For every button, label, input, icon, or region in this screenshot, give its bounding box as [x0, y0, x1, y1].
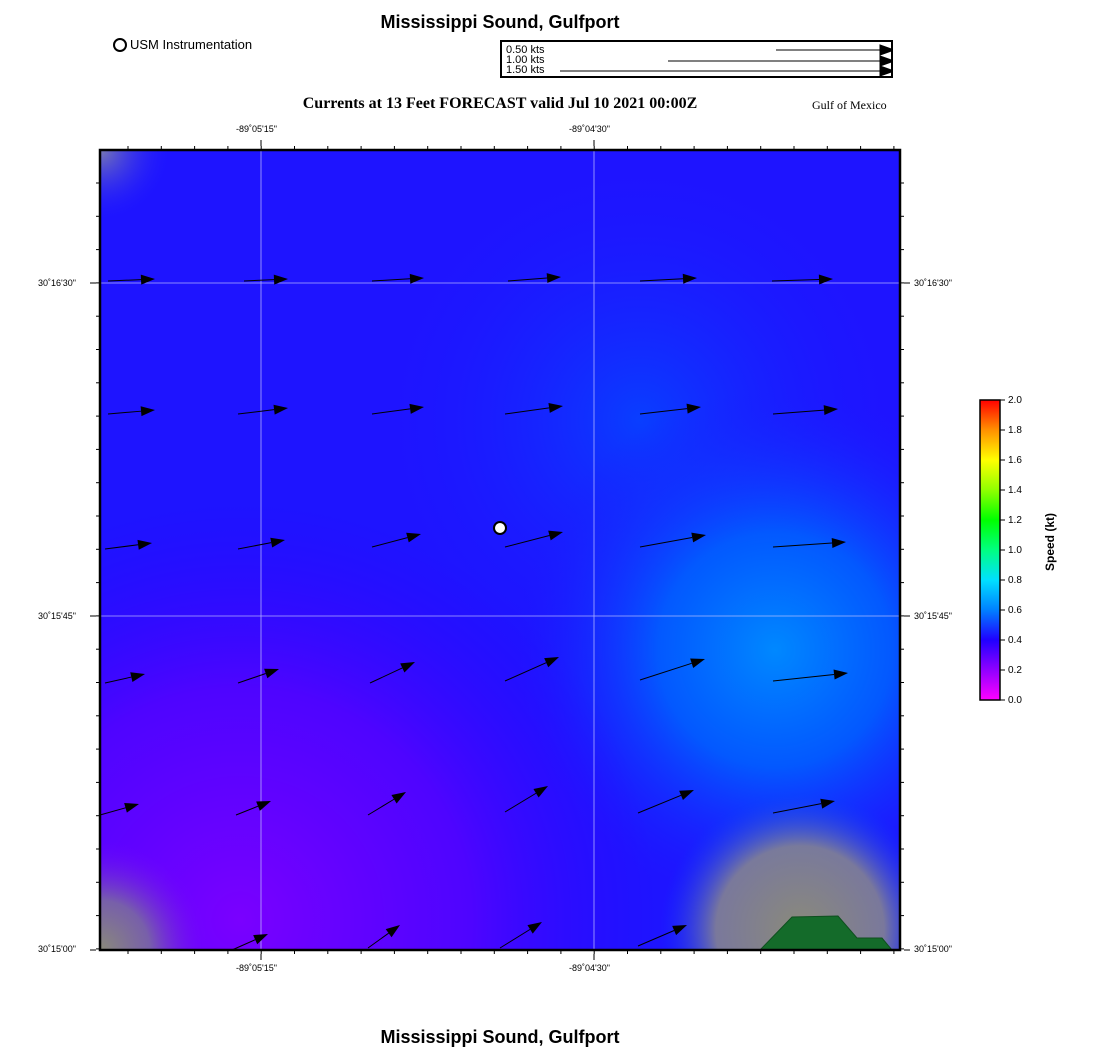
lat-tick-label: 30˚15'00" — [914, 944, 952, 954]
scale-label: 1.00 kts — [506, 54, 545, 66]
colorbar-tick-label: 0.8 — [1008, 575, 1022, 586]
speed-colorbar — [970, 392, 1080, 712]
colorbar-tick-label: 1.8 — [1008, 425, 1022, 436]
usm-station-marker[interactable] — [494, 522, 506, 534]
usm-legend-label: USM Instrumentation — [130, 37, 253, 52]
colorbar-tick-label: 2.0 — [1008, 395, 1022, 406]
shoal-area — [100, 150, 900, 950]
scale-label: 1.50 kts — [506, 64, 545, 76]
colorbar-tick-label: 1.6 — [1008, 455, 1022, 466]
map-title: Mississippi Sound, Gulfport — [380, 12, 620, 32]
colorbar-scale — [980, 400, 1000, 700]
colorbar-tick-label: 0.2 — [1008, 665, 1022, 676]
colorbar-tick-label: 0.6 — [1008, 605, 1022, 616]
lat-tick-label: 30˚15'45" — [38, 611, 76, 621]
lon-tick-label: -89˚05'15" — [236, 124, 277, 134]
colorbar-tick-label: 1.0 — [1008, 545, 1022, 556]
region-label: Gulf of Mexico — [812, 98, 887, 112]
lon-tick-label: -89˚05'15" — [236, 963, 277, 973]
colorbar-tick-label: 1.4 — [1008, 485, 1022, 496]
colorbar-title: Speed (kt) — [1043, 512, 1057, 572]
colorbar-tick-label: 0.0 — [1008, 695, 1022, 706]
scale-label: 0.50 kts — [506, 44, 545, 56]
lat-tick-label: 30˚16'30" — [38, 278, 76, 288]
forecast-subtitle: Currents at 13 Feet FORECAST valid Jul 10 2021 00:00Z — [302, 95, 698, 112]
lon-tick-label: -89˚04'30" — [569, 124, 610, 134]
lat-tick-label: 30˚15'45" — [914, 611, 952, 621]
lon-tick-label: -89˚04'30" — [569, 963, 610, 973]
colorbar-tick-label: 1.2 — [1008, 515, 1022, 526]
lat-tick-label: 30˚15'00" — [38, 944, 76, 954]
colorbar-tick-label: 0.4 — [1008, 635, 1022, 646]
footer-title: Mississippi Sound, Gulfport — [380, 1027, 620, 1047]
lat-tick-label: 30˚16'30" — [914, 278, 952, 288]
